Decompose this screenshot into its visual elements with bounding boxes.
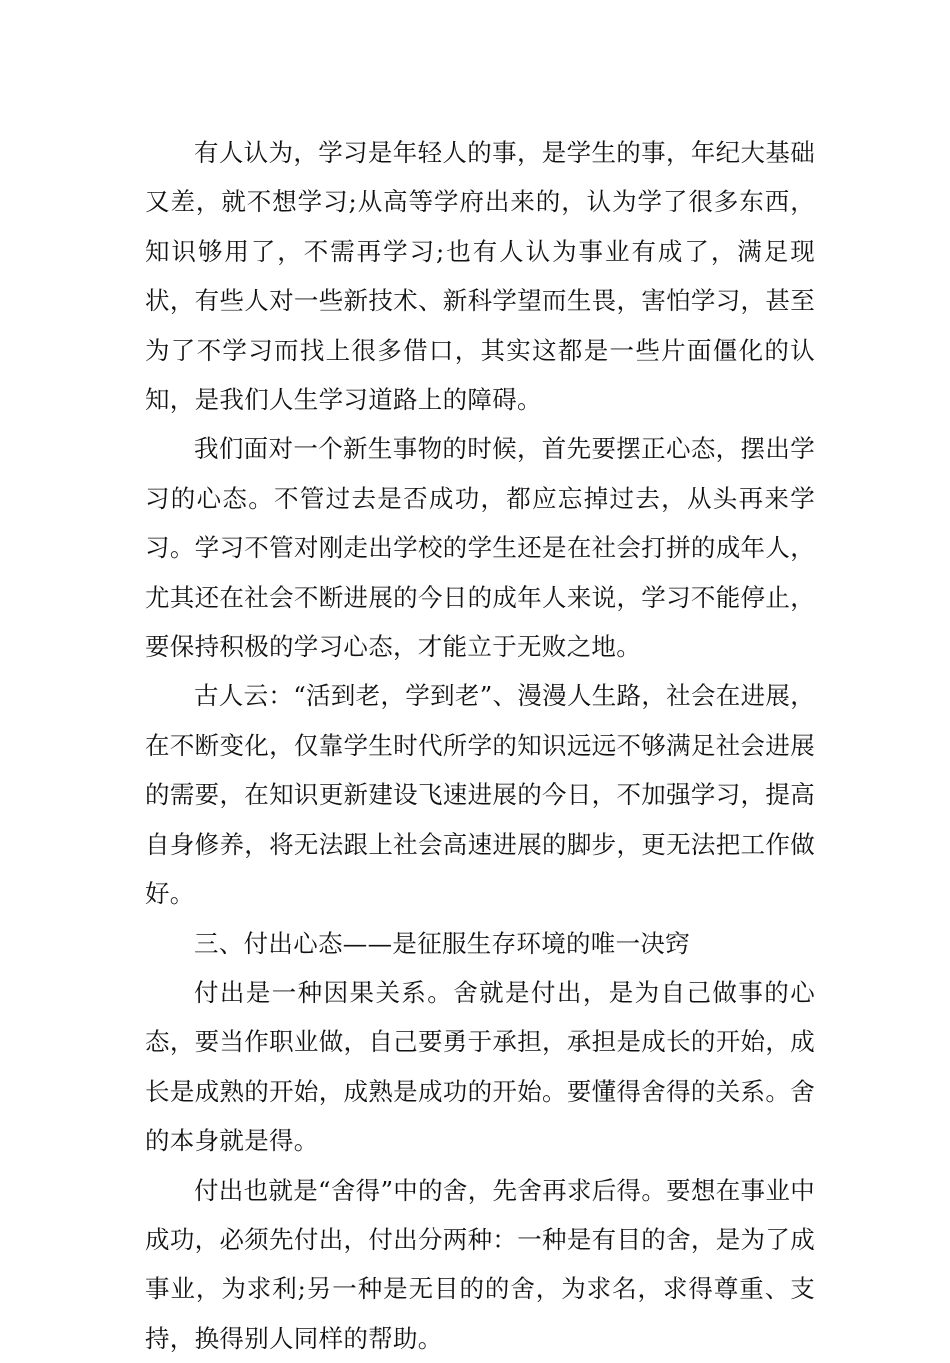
paragraph-learning-mindset: 我们面对一个新生事物的时候，首先要摆正心态，摆出学习的心态。不管过去是否成功，都应忘掉过去，从头再来学习。学习不管对刚走出学校的学生还是在社会打拼的成年人，尤其还在社会不断进展的今日的成年人来说，学习不能停止，要保持积极的学习心态，才能立于无败之地。 xyxy=(145,434,815,662)
paragraph-give-and-take: 付出也就是“舍得”中的舍，先舍再求后得。要想在事业中成功，必须先付出，付出分两种：一种是有目的舍，是为了成事业，为求利;另一种是无目的的舍，为求名，求得尊重、支持，换得别人同样的帮助。 xyxy=(145,1175,815,1353)
paragraph-learning-misconceptions: 有人认为，学习是年轻人的事，是学生的事，年纪大基础又差，就不想学习;从高等学府出来的，认为学了很多东西，知识够用了，不需再学习;也有人认为事业有成了，满足现状，有些人对一些新技术、新科学望而生畏，害怕学习，甚至为了不学习而找上很多借口，其实这都是一些片面僵化的认知，是我们人生学习道路上的障碍。 xyxy=(145,138,815,415)
section-heading-giving-mindset: 三、付出心态——是征服生存环境的唯一决窍 xyxy=(194,928,690,958)
paragraph-lifelong-learning: 古人云：“活到老，学到老”、漫漫人生路，社会在进展，在不断变化，仅靠学生时代所学的知识远远不够满足社会进展的需要，在知识更新建设飞速进展的今日，不加强学习，提高自身修养，将无法跟上社会高速进展的脚步，更无法把工作做好。 xyxy=(145,681,815,909)
document-body xyxy=(145,128,815,1363)
paragraph-cause-and-effect: 付出是一种因果关系。舍就是付出，是为自己做事的心态，要当作职业做，自己要勇于承担，承担是成长的开始，成长是成熟的开始，成熟是成功的开始。要懂得舍得的关系。舍的本身就是得。 xyxy=(145,977,815,1156)
